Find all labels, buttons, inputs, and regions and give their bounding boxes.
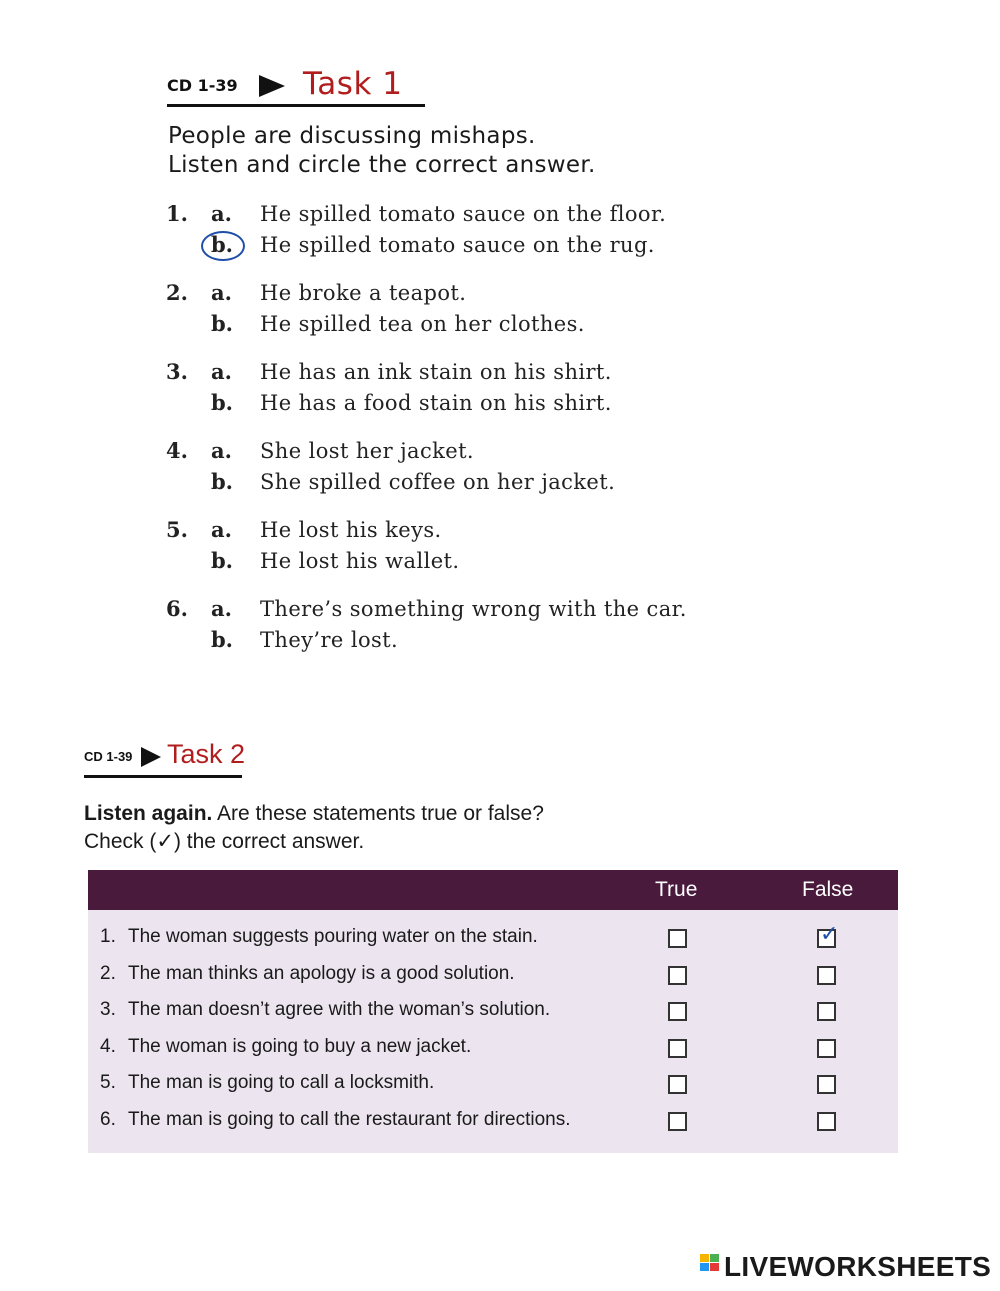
task2-instruction-line — [84, 800, 544, 828]
statement-text: The woman suggests pouring water on the stain. — [128, 926, 538, 947]
option-text: He broke a teapot. — [260, 281, 467, 305]
task1-cd-label: CD 1-39 — [167, 76, 238, 95]
option-letter: b. — [211, 627, 233, 652]
table-row — [88, 920, 898, 956]
liveworksheets-logo-icon — [700, 1254, 720, 1280]
table-row — [88, 993, 898, 1029]
task1-title: Task 1 — [303, 66, 403, 102]
option-text: He lost his wallet. — [260, 549, 460, 573]
option-letter: a. — [211, 517, 232, 542]
option-letter: b. — [211, 232, 233, 257]
statement-text: The woman is going to buy a new jacket. — [128, 1035, 472, 1057]
liveworksheets-watermark — [700, 1250, 991, 1284]
true-checkbox[interactable] — [668, 1075, 687, 1094]
option-text: He spilled tea on her clothes. — [260, 312, 585, 336]
question-number: 4. — [166, 438, 188, 463]
statement-number: 3. — [100, 999, 116, 1020]
option-letter: b. — [211, 390, 233, 415]
question-number: 2. — [166, 280, 188, 305]
task2-title-underline — [84, 775, 242, 778]
statement-text: The man is going to call a locksmith. — [128, 1072, 435, 1093]
false-checkbox[interactable] — [817, 1039, 836, 1058]
column-header-false: False — [802, 878, 854, 901]
option-letter: b. — [211, 469, 233, 494]
table-row — [88, 1066, 898, 1102]
column-header-true: True — [655, 878, 698, 901]
option-text: There’s something wrong with the car. — [260, 597, 687, 621]
question-number: 3. — [166, 359, 188, 384]
option-letter: a. — [211, 438, 232, 463]
task2-cd-label: CD 1-39 — [84, 749, 133, 764]
false-checkbox[interactable] — [817, 966, 836, 985]
question-1 — [166, 199, 866, 278]
option-text: He lost his keys. — [260, 518, 442, 542]
option-text: He spilled tomato sauce on the floor. — [260, 202, 667, 226]
true-checkbox[interactable] — [668, 966, 687, 985]
option-letter: b. — [211, 548, 233, 573]
watermark-text: LIVEWORKSHEETS — [724, 1251, 992, 1282]
statement-number: 1. — [100, 926, 116, 947]
option-text: He has a food stain on his shirt. — [260, 391, 612, 415]
false-checkbox[interactable] — [817, 922, 839, 948]
task2-instructions — [84, 800, 544, 856]
question-5 — [166, 515, 866, 594]
question-number: 6. — [166, 596, 188, 621]
false-checkbox[interactable] — [817, 1002, 836, 1021]
task2-title: Task 2 — [167, 739, 246, 769]
true-checkbox[interactable] — [668, 1112, 687, 1131]
option-text: He has an ink stain on his shirt. — [260, 360, 612, 384]
false-checkbox[interactable] — [817, 1075, 836, 1094]
question-number: 1. — [166, 201, 188, 226]
statement-number: 6. — [100, 1108, 116, 1130]
statement-text: The man doesn’t agree with the woman’s solution. — [128, 999, 551, 1020]
option-letter: b. — [211, 311, 233, 336]
play-arrow-icon — [259, 75, 285, 97]
check-mark-icon: ✓ — [820, 922, 839, 947]
instruction-bold: Listen again. — [84, 802, 213, 825]
task1-question-list — [166, 199, 866, 673]
option-text: She lost her jacket. — [260, 439, 474, 463]
question-3 — [166, 357, 866, 436]
option-text: He spilled tomato sauce on the rug. — [260, 233, 655, 257]
option-letter: a. — [211, 359, 232, 384]
option-letter: a. — [211, 280, 232, 305]
statement-number: 2. — [100, 962, 116, 984]
question-4 — [166, 436, 866, 515]
task1-title-underline — [167, 104, 425, 107]
statement-text: The man thinks an apology is a good solution. — [128, 962, 515, 984]
true-checkbox[interactable] — [668, 1002, 687, 1021]
instruction-rest: Are these statements true or false? — [212, 802, 544, 825]
option-text: They’re lost. — [260, 628, 399, 652]
true-checkbox[interactable] — [668, 1039, 687, 1058]
task1-instructions — [168, 122, 596, 180]
table-row — [88, 1103, 898, 1139]
false-checkbox[interactable] — [817, 1112, 836, 1131]
table-header — [88, 870, 898, 910]
option-letter: a. — [211, 201, 232, 226]
statement-number: 5. — [100, 1072, 116, 1093]
option-text: She spilled coffee on her jacket. — [260, 470, 616, 494]
question-number: 5. — [166, 517, 188, 542]
task1-instruction-line: Listen and circle the correct answer. — [168, 152, 596, 178]
question-2 — [166, 278, 866, 357]
option-letter: a. — [211, 596, 232, 621]
table-row — [88, 957, 898, 993]
task2-instruction-line: Check (✓) the correct answer. — [84, 830, 365, 853]
question-6 — [166, 594, 866, 673]
table-row — [88, 1030, 898, 1066]
statement-text: The man is going to call the restaurant for directions. — [128, 1108, 571, 1130]
task1-instruction-line: People are discussing mishaps. — [168, 123, 536, 149]
true-false-table — [88, 870, 898, 1153]
play-arrow-icon — [141, 747, 161, 767]
true-checkbox[interactable] — [668, 929, 687, 948]
statement-number: 4. — [100, 1035, 116, 1057]
